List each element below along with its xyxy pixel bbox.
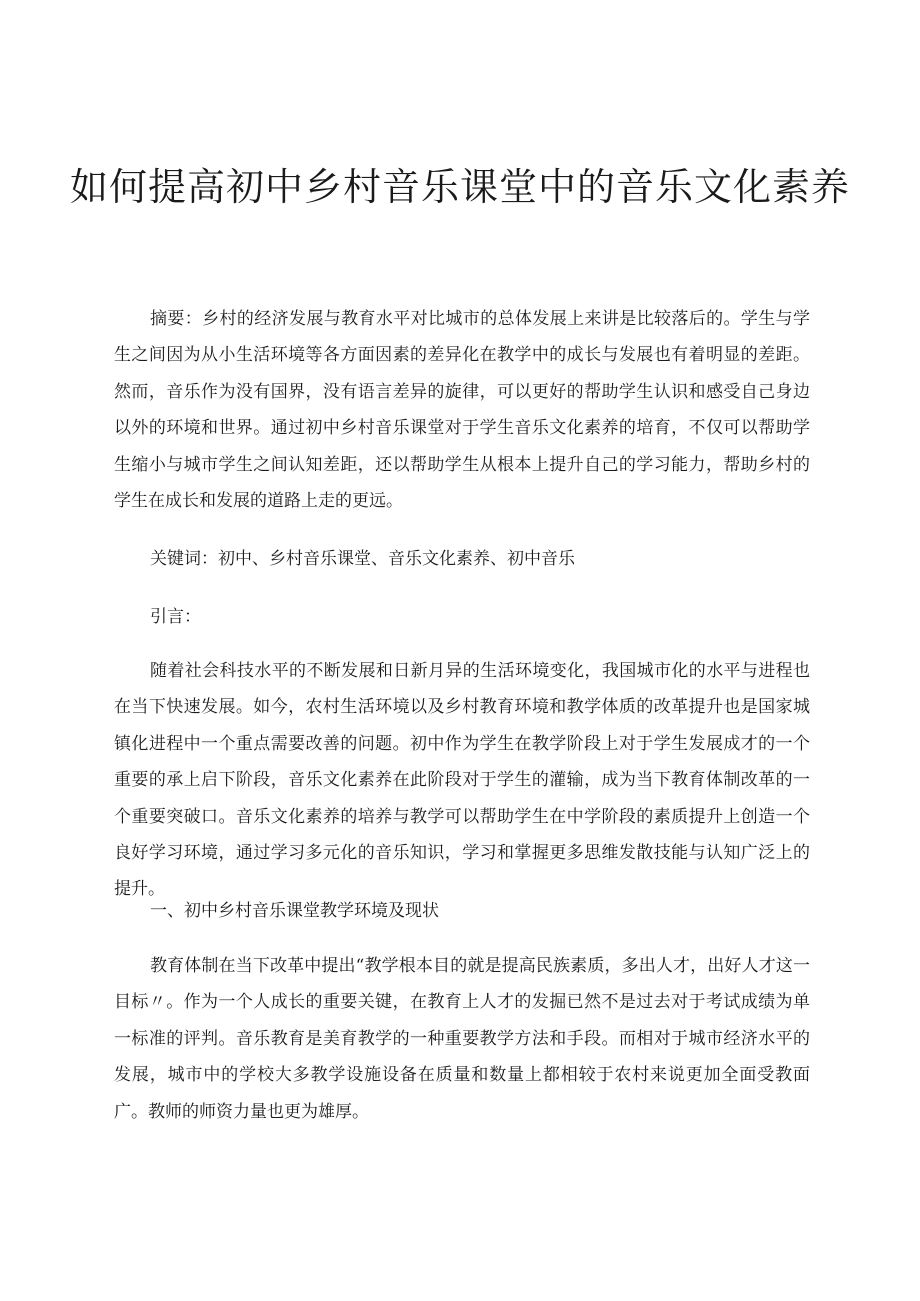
document-title: 如何提高初中乡村音乐课堂中的音乐文化素养 (69, 165, 850, 209)
abstract-paragraph: 摘要：乡村的经济发展与教育水平对比城市的总体发展上来讲是比较落后的。学生与学生之间因为从小生活环境等各方面因素的差异化在教学中的成长与发展也有着明显的差距。然而，音乐作为没有国界，没有语言差异的旋律，可以更好的帮助学生认识和感受自己身边以外的环境和世界。通过初中乡村音乐课堂对于学生音乐文化素养的培育，不仅可以帮助学生缩小与城市学生之间认知差距，还以帮助学生从根本上提升自己的学习能力，帮助乡村的学生在成长和发展的道路上走的更远。 (114, 309, 810, 512)
intro-paragraph: 随着社会科技水平的不断发展和日新月异的生活环境变化，我国城市化的水平与进程也在当下快速发展。如今，农村生活环境以及乡村教育环境和教学体质的改革提升也是国家城镇化进程中一个重点需要改善的问题。初中作为学生在教学阶段上对于学生发展成才的一个重要的承上启下阶段，音乐文化素养在此阶段对于学生的灌输，成为当下教育体制改革的一个重要突破口。音乐文化素养的培养与教学可以帮助学生在中学阶段的素质提升上创造一个良好学习环境，通过学习多元化的音乐知识，学习和掌握更多思维发散技能与认知广泛上的提升。 (114, 661, 810, 900)
intro-label: 引言： (150, 607, 201, 627)
keywords-paragraph: 关键词：初中、乡村音乐课堂、音乐文化素养、初中音乐 (150, 549, 575, 569)
section-heading: 一、初中乡村音乐课堂教学环境及现状 (150, 901, 439, 921)
section-body-paragraph: 教育体制在当下改革中提出“教学根本目的就是提高民族素质，多出人才，出好人才这一目标〃。作为一个人成长的重要关键，在教育上人才的发掘已然不是过去对于考试成绩为单一标准的评判。音乐教育是美育教学的一种重要教学方法和手段。而相对于城市经济水平的发展，城市中的学校大多教学设施设备在质量和数量上都相较于农村来说更加全面受教面广。教师的师资力量也更为雄厚。 (114, 956, 810, 1122)
